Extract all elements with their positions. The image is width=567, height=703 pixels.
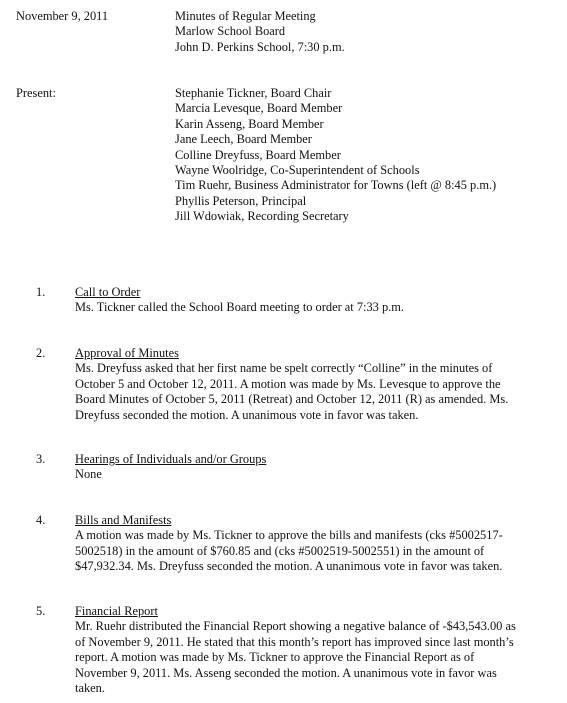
meeting-header	[175, 9, 345, 55]
section-title: Call to Order	[75, 285, 141, 299]
present-member: Marcia Levesque, Board Member	[175, 101, 343, 116]
present-list	[175, 86, 496, 225]
section-content	[75, 452, 553, 483]
section-number: 5.	[36, 604, 46, 618]
present-member: Jane Leech, Board Member	[175, 132, 312, 147]
present-member: Phyllis Peterson, Principal	[175, 193, 307, 208]
meeting-date: November 9, 2011	[16, 9, 109, 23]
header-line: Marlow School Board	[175, 24, 286, 39]
section-text-line: October 5 and October 12, 2011. A motion was made by Ms. Levesque to approve the	[75, 376, 501, 391]
section-text-line: Ms. Tickner called the School Board meeting to order at 7:33 p.m.	[75, 300, 404, 315]
section-text-line: Mr. Ruehr distributed the Financial Report showing a negative balance of -$43,543.00 as	[75, 619, 516, 634]
present-label: Present:	[16, 86, 56, 100]
section-number: 3.	[36, 452, 46, 466]
section-text-line: $47,932.34. Ms. Dreyfuss seconded the motion. A unanimous vote in favor was taken.	[75, 559, 503, 574]
section-text-line: of November 9, 2011. He stated that this month’s report has improved since last month’s	[75, 634, 514, 649]
section-text-line: Dreyfuss seconded the motion. A unanimous vote in favor was taken.	[75, 407, 419, 422]
section-text-line: Ms. Dreyfuss asked that her first name be spelt correctly “Colline” in the minutes of	[75, 361, 493, 376]
section-title: Hearings of Individuals and/or Groups	[75, 452, 267, 466]
section-text-line: 5002518) in the amount of $760.85 and (cks #5002519-5002551) in the amount of	[75, 543, 485, 558]
section-text-line: Board Minutes of October 5, 2011 (Retreat) and October 12, 2011 (R) as amended. Ms.	[75, 392, 509, 407]
section-title: Bills and Manifests	[75, 513, 172, 527]
section-text-line: None	[75, 467, 102, 482]
section-number: 2.	[36, 346, 46, 360]
section-title: Financial Report	[75, 604, 158, 618]
present-member: Karin Asseng, Board Member	[175, 116, 324, 131]
section-content	[75, 285, 553, 316]
section-title: Approval of Minutes	[75, 346, 179, 360]
section-text-line: A motion was made by Ms. Tickner to approve the bills and manifests (cks #5002517-	[75, 528, 503, 543]
section-text-line: taken.	[75, 681, 105, 696]
present-member: Wayne Woolridge, Co-Superintendent of Schools	[175, 163, 420, 178]
present-member: Colline Dreyfuss, Board Member	[175, 147, 341, 162]
section-content	[75, 346, 553, 423]
present-member: Tim Ruehr, Business Administrator for Towns (left @ 8:45 p.m.)	[175, 178, 497, 193]
section-text-line: November 9, 2011. Ms. Asseng seconded the motion. A unanimous vote in favor was	[75, 665, 497, 680]
section-content	[75, 604, 553, 696]
section-text-line: report. A motion was made by Ms. Tickner to approve the Financial Report as of	[75, 650, 475, 665]
section-content	[75, 513, 553, 575]
header-line: John D. Perkins School, 7:30 p.m.	[175, 39, 345, 54]
present-member: Jill Wdowiak, Recording Secretary	[175, 209, 349, 224]
section-number: 1.	[36, 285, 46, 299]
present-member: Stephanie Tickner, Board Chair	[175, 86, 332, 100]
header-line: Minutes of Regular Meeting	[175, 9, 316, 23]
section-number: 4.	[36, 513, 46, 527]
